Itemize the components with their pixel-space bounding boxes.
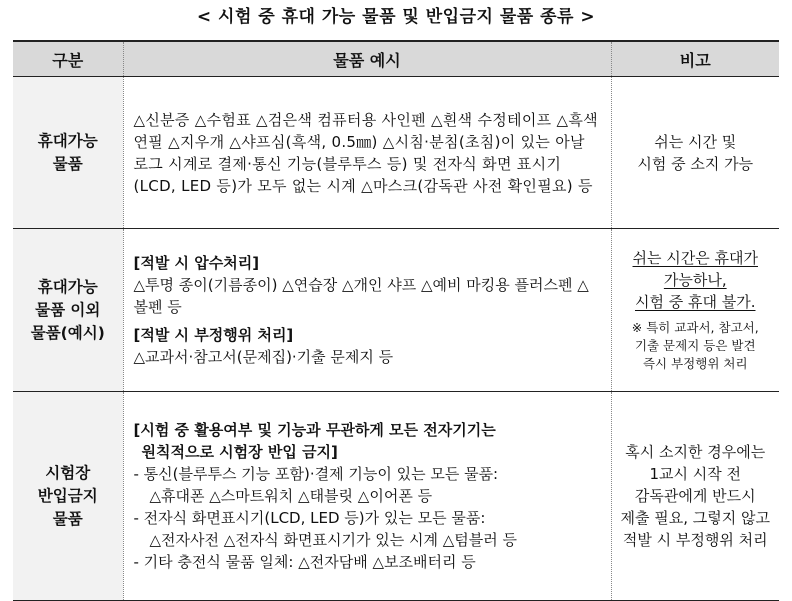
note-line: 제출 필요, 그렇지 않고 [620, 509, 770, 527]
table-row [13, 392, 779, 601]
examples-cell [123, 392, 611, 601]
remark-line: 기출 문제지 등은 발견 [634, 338, 756, 353]
section-title: [시험 중 활용여부 및 기능과 무관하게 모든 전자기기는 [133, 421, 496, 439]
category-line: 휴대가능 [37, 277, 98, 296]
header-examples: 물품 예시 [123, 41, 611, 77]
note-line: 쉬는 시간 및 [654, 132, 737, 151]
examples-cell [123, 229, 611, 392]
rule-line: △휴대폰 △스마트워치 △태블릿 △이어폰 등 [149, 487, 433, 505]
page-title: < 시험 중 휴대 가능 물품 및 반입금지 물품 종류 > [196, 7, 596, 27]
header-notes: 비고 [611, 41, 779, 77]
note-cell [611, 77, 779, 229]
rule-line: - 통신(블루투스 기능 포함)·결제 기능이 있는 모든 물품: [133, 465, 499, 483]
table-row [13, 229, 779, 392]
category-line: 물품 이외 [35, 300, 101, 319]
section-items: △교과서·참고서(문제집)·기출 문제지 등 [133, 348, 394, 366]
category-line: 반입금지 [37, 486, 98, 505]
category-line: 물품 [52, 154, 83, 173]
category-cell [13, 229, 123, 392]
section-title: [적발 시 부정행위 처리] [133, 326, 294, 344]
note-line: 쉬는 시간은 휴대가 [632, 249, 758, 267]
examples-text: △신분증 △수험표 △검은색 컴퓨터용 사인펜 △흰색 수정테이프 △흑색 연필 △지우개 △샤프심(흑색, 0.5㎜) △시침·분침(초침)이 있는 아날로그 시계로 결제·통신 기능(블루투스 등) 및 전자식 화면 표시기(LCD, LED 등)가 모두 없는 시계 △마스크(감독관 사전 확인필요) 등 [133, 110, 598, 195]
header-category: 구분 [13, 41, 123, 77]
note-line: 감독관에게 반드시 [634, 487, 756, 505]
note-line: 가능하나, [663, 271, 727, 289]
category-line: 시험장 [45, 463, 91, 482]
remark-line: 즉시 부정행위 처리 [642, 356, 748, 371]
category-line: 휴대가능 [37, 131, 98, 150]
category-line: 물품(예시) [30, 323, 105, 342]
table-row [13, 77, 779, 229]
note-line: 시험 중 휴대 불가. [634, 293, 756, 311]
category-cell [13, 77, 123, 229]
note-line: 적발 시 부정행위 처리 [622, 531, 768, 549]
rule-line: - 기타 충전식 물품 일체: △전자담배 △보조배터리 등 [133, 553, 476, 571]
note-line: 1교시 시작 전 [649, 465, 742, 483]
rule-line: △전자사전 △전자식 화면표시기가 있는 시계 △텀블러 등 [149, 531, 518, 549]
note-cell [611, 392, 779, 601]
note-line: 시험 중 소지 가능 [637, 154, 754, 173]
note-line: 혹시 소지한 경우에는 [625, 443, 766, 461]
note-remark [618, 319, 774, 373]
category-line: 물품 [52, 509, 83, 528]
items-table [13, 40, 779, 601]
section-title: [적발 시 압수처리] [133, 254, 260, 272]
examples-cell [123, 77, 611, 229]
section-items: △투명 종이(기름종이) △연습장 △개인 샤프 △예비 마킹용 플러스펜 △볼펜 등 [133, 276, 589, 316]
note-cell [611, 229, 779, 392]
table-header-row [13, 41, 779, 77]
section-title: 원칙적으로 시험장 반입 금지] [141, 443, 338, 461]
remark-line: ※ 특히 교과서, 참고서, [631, 320, 759, 335]
rule-line: - 전자식 화면표시기(LCD, LED 등)가 있는 모든 물품: [133, 509, 486, 527]
category-cell [13, 392, 123, 601]
